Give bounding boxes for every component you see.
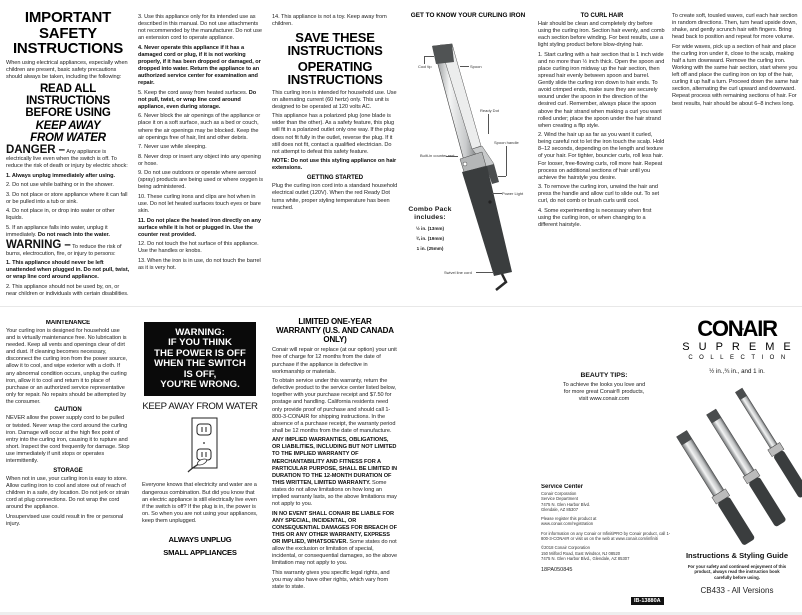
warning-item-1: 1. This appliance should never be left unattended when plugged in. Do not pull, twist, or wrap line cord around appliance. [6, 260, 130, 281]
always-unplug-2: SMALL APPLIANCES [163, 548, 237, 557]
operating-panel [272, 14, 398, 304]
combo-item: 1 in. (25mm) [416, 246, 444, 251]
conair-logo: CONAIR [697, 318, 777, 341]
curl-step: 3. To remove the curling iron, unwind the hair and press the handle and allow curl to slide out. To set curl, do not comb or brush curls until cool. [538, 184, 660, 205]
safety-title: IMPORTANT SAFETY INSTRUCTIONS [12, 10, 124, 57]
operating-p1: This curling iron is intended for household use. Use on alternating current (60 hertz) only. This unit is designed to be operated at 120 volts AC. [272, 89, 397, 110]
curl-title: TO CURL HAIR [580, 13, 624, 19]
beauty-tips: BEAUTY TIPS: To achieve the looks you love and for more great Conair® products, visit www.conair.com [540, 372, 668, 412]
always-unplug-1: ALWAYS UNPLUG [168, 535, 232, 544]
register-text: Please register this product at www.conair.com/registration [541, 516, 597, 527]
operating-note: NOTE: Do not use this styling appliance on hair extensions. [272, 158, 397, 172]
warning-block [6, 238, 130, 258]
waves-panel [672, 13, 799, 303]
warning-item-14: 14. This appliance is not a toy. Keep away from children. [272, 14, 387, 28]
warning-item-11: 11. Do not place the heated iron directly on any surface while it is hot or plugged in. Use the counter rest provided. [138, 217, 261, 238]
getting-started-title: GETTING STARTED [306, 175, 364, 182]
warning-item-3: 3. Use this appliance only for its intended use as described in this manual. Do not use attachments not recommended by the manufacturer. Do not use an extension cord to operate appliance. [138, 14, 262, 42]
page-fold [0, 306, 802, 307]
combo-pack [402, 206, 458, 251]
curl-step: 1. Start curling with a hair section that is 1 inch wide and no more than ½ inch thick. Open the spoon and place curling iron midway up the hair section, then spread hair evenly between spoon and barrel. Gently slide the curling iron down to hair ends. To avoid crimped ends, make sure they are securely wound under the spoon in the direction of the desired curl. Remember, always place the spoon above the hair strand when making a curl you want rolled under; place the spoon under the hair strand when creating a flip style. [538, 51, 665, 129]
curl-step: 4. Some experimenting is necessary when first using the curling iron, or when changing to a different hairstyle. [538, 207, 652, 229]
curl-step: 2. Wind the hair up as far as you want it curled, being careful not to let the iron touch the scalp. Hold 8–12 seconds, depending on the length and texture of your hair. For tighter, bouncier curls, roll less hair. For looser, free-flowing curls, roll more hair. Repeat process on additional sections of hair until you achieve the hairstyle you desire. [538, 132, 665, 181]
diagram-title: GET TO KNOW YOUR CURLING IRON [410, 12, 526, 19]
label-swivel-cord: Swivel line cord [444, 270, 472, 275]
cover-panel [672, 318, 802, 612]
maintenance-title: MAINTENANCE [45, 320, 91, 326]
warranty-p1: Conair will repair or replace (at our option) your unit free of charge for 12 months from the date of purchase if the appliance is defective in workmanship or materials. [272, 347, 397, 375]
warranty-p3: ANY IMPLIED WARRANTIES, OBLIGATIONS, OR LIABILITIES, INCLUDING BUT NOT LIMITED TO THE IMPLIED WARRANTY OF MERCHANTABILITY AND FITNESS FOR A PARTICULAR PURPOSE, SHALL BE LIMITED IN DURATION TO THE 12-MONTH DURATION OF THIS WRITTEN, LIMITED WARRANTY. Some states do not allow limitations on how long an implied warranty lasts, so the above limitations may not apply to you. [272, 437, 397, 508]
caution-title: CAUTION [54, 407, 82, 414]
warranty-title: LIMITED ONE-YEAR WARRANTY (U.S. AND CANADA ONLY) [276, 318, 394, 344]
warranty-p4: IN NO EVENT SHALL CONAIR BE LIABLE FOR ANY SPECIAL, INCIDENTAL, OR CONSEQUENTIAL DAMAGES FOR BREACH OF THIS OR ANY OTHER WARRANTY, EXPRESS OR IMPLIED, WHATSOEVER. Some states do not allow the exclusion or limitation of special, incidental, or consequential damages, so the above limitation may not apply to you. [272, 510, 397, 567]
beauty-title: BEAUTY TIPS: [580, 372, 628, 379]
part-code: 18PA050845 [541, 567, 573, 574]
operating-title: OPERATING INSTRUCTIONS [287, 58, 383, 88]
combo-title: Combo Pack includes: [408, 206, 452, 221]
danger-item-4: 4. Do not place in, or drop into water or other liquids. [6, 208, 115, 222]
curl-intro: Hair should be clean and completely dry before using the curling iron. Section hair evenly, and comb each section before winding. For best results, use a light styling product before blow-drying hair. [538, 21, 665, 49]
warning-item-5: 5. Keep the cord away from heated surfaces. Do not pull, twist, or wrap line cord around appliance, even during storage. [138, 89, 257, 110]
danger-label: DANGER – [6, 144, 66, 157]
danger-item-3: 3. Do not place or store appliance where it can fall or be pulled into a tub or sink. [6, 191, 128, 205]
warranty-p2: To obtain service under this warranty, return the defective product to the service center listed below, together with your purchase receipt and $7.50 for postage and handling. California residents need only provide proof of purchase and should call 1-800-3-CONAIR for shipping instructions. In the absence of a purchase receipt, the warranty period shall be 12 months from the date of manufacture. [272, 378, 396, 434]
warning-item-4: 4. Never operate this appliance if it has a damaged cord or plug, if it is not working properly, if it has been dropped or damaged, or dropped into water. Return the appliance to an authorized service center for examination and repair. [138, 44, 261, 87]
maintenance-panel [6, 320, 130, 610]
label-cool-tip: Cool tip [418, 64, 432, 69]
danger-text: Any appliance is electrically live even when the switch is off. To reduce the risk of death or injury by electric shock: [6, 149, 128, 170]
leader-cool-tip [424, 56, 425, 64]
keep-away-heading: KEEP AWAY FROM WATER [30, 120, 106, 145]
danger-item-5: 5. If an appliance falls into water, unplug it immediately. Do not reach into the water. [6, 224, 110, 239]
danger-item-1: 1. Always unplug immediately after using. [6, 172, 116, 179]
warning-label: WARNING – [6, 238, 71, 251]
operating-p2: This appliance has a polarized plug (one blade is wider than the other). As a safety feature, this plug will fit in a polarized outlet only one way. If the plug does not fit fully in the outlet, reverse the plug. If it still does not fit, contact a qualified electrician. Do not attempt to defeat this safety feature. [272, 113, 395, 155]
warranty-p5: This warranty gives you specific legal rights, and you may also have other rights, which vary from state to state. [272, 569, 390, 590]
guide-title: Instructions & Styling Guide [685, 551, 789, 560]
warning-item-8: 8. Never drop or insert any object into any opening or hose. [138, 153, 261, 167]
warning-text: To reduce the risk of burns, electrocution, fire, or injury to persons: [6, 243, 122, 257]
label-spoon-handle: Spoon handle [494, 140, 519, 145]
unsupervised-text: Unsupervised use could result in fire or personal injury. [6, 513, 124, 528]
warning-item-9: 9. Do not use outdoors or operate where aerosol (spray) products are being used or where oxygen is being administered. [138, 170, 263, 191]
power-warning-box: WARNING: IF YOU THINK THE POWER IS OFF WHEN THE SWITCH IS OFF, YOU'RE WRONG. [144, 322, 256, 396]
wide-waves-text: For wide waves, pick up a section of hair and place the curling iron under it, close to the scalp, making half a turn downward. Remove the curling iron. Working with the same hair section, start where you left off and place the curling iron on top of the hair, curling it up half a turn. Proceed down the same hair section, alternating the curl upward and downward. Repeat process with remaining sections of hair. For best results, hair should be about 6–8 inches long. [672, 43, 799, 107]
service-title: Service Center [541, 484, 584, 490]
warning-item-7: 7. Never use while sleeping. [138, 144, 207, 151]
keep-away-label: KEEP AWAY FROM WATER [142, 401, 258, 413]
save-instructions-heading: SAVE THESE INSTRUCTIONS [287, 29, 383, 59]
combo-item: ¾ in. (19mm) [415, 236, 445, 241]
curl-panel [538, 12, 666, 304]
curling-irons-cover-icon [672, 379, 802, 549]
caution-text: NEVER allow the power supply cord to be pulled or twisted. Never wrap the cord around the curling iron. Damage will occur at the high flex point of entry into the curling iron, causing it to rupture and short. Inspect the cord frequently for damage. Stop use immediately if unit stops or operates intermittently. [6, 415, 130, 464]
label-power-light: Power Light [502, 191, 524, 196]
danger-block [6, 144, 130, 170]
service-center: Service Center Conair Corporation Service Department 7475 N. Glen Harbor Blvd. Glendale, AZ 85307 Please register this product at www.conair.com/registration For information on any Conair or InfinitiPRO by Conair product, call 1-800-3-CONAIR or visit us on the web at www.conair.com/infiniti ©2018 Conair Corporation 150 Milford Road, East Windsor, NJ 08520 7475 N. Glen Harbor Blvd., Glendale, AZ 85307 18PA050845 [541, 484, 673, 608]
warranty-panel [272, 318, 398, 610]
ib-badge: IB-13880A [631, 597, 664, 605]
electricity-water-text: Everyone knows that electricity and water are a dangerous combination. But did you know that an electric appliance is still electrically live even if the switch is off? If the plug is in, the power is on. So when you are not using your appliances, keep them unplugged. [142, 482, 258, 524]
warning-item-10: 10. These curling irons and clips are hot when in use. Do not let heated surfaces touch eyes or bare skin. [138, 193, 261, 215]
diagram-panel [402, 12, 534, 304]
wall-outlet-icon [136, 416, 264, 474]
label-ready-dot: Ready Dot [480, 108, 499, 113]
warning-item-6: 6. Never block the air openings of the appliance or place it on a soft surface, such as a bed or couch, where the air openings may be blocked. Keep the air openings free of hair, lint and other debris. [138, 113, 261, 141]
model-number: CB433 - All Versions [700, 586, 774, 596]
read-all-heading: READ ALL INSTRUCTIONS BEFORE USING [25, 83, 111, 120]
safety-continued-panel [138, 14, 264, 304]
warning-panel [136, 310, 264, 610]
collection-wordmark: COLLECTION [688, 355, 792, 361]
label-spoon: Spoon [470, 64, 482, 69]
safety-panel [6, 10, 130, 304]
combo-item: ½ in. (13mm) [415, 226, 445, 231]
danger-item-2: 2. Do not use while bathing or in the shower. [6, 182, 114, 189]
storage-text: When not in use, your curling iron is easy to store. Allow curling iron to cool and store out of reach of children in a safe, dry location. Do not jerk or strain cord at plug connections. Do not wrap the cord around the appliance. [6, 476, 130, 511]
supreme-wordmark: SUPREME [682, 341, 800, 353]
warning-item-12: 12. Do not touch the hot surface of this appliance. Use the handles or knobs. [138, 241, 259, 255]
cover-sizes: ½ in.,¾ in., and 1 in. [709, 368, 765, 375]
safety-intro: When using electrical appliances, especially when children are present, basic safety precautions should always be taken, including the following: [6, 59, 128, 80]
maintenance-text: Your curling iron is designed for household use and is virtually maintenance free. No lubrication is needed. Keep all vents and openings clear of dirt and dust. If cleaning becomes necessary, disconnect the curling iron from the power source, allow it to cool, and wipe exterior with a cloth. If any abnormal condition occurs, unplug the curling iron, allow it to cool and return it to place of purchase or an authorized service representative only for repair. No repairs should be attempted by the consumer. [6, 328, 128, 405]
warning-item-13: 13. When the iron is in use, do not touch the barrel as it is very hot. [138, 257, 261, 271]
label-counter-rest: Built-in counter rest [420, 153, 455, 158]
warning-item-2: 2. This appliance should not be used by, on, or near children or individuals with certain disabilities. [6, 283, 129, 297]
getting-started-text: Plug the curling iron cord into a standard household electrical outlet (120V). When the red Ready Dot turns white, proper styling temperature has been reached. [272, 183, 398, 211]
waves-text: To create soft, tousled waves, curl each hair section in random directions. Then, turn head upside down, shake, and gently scrunch hair with fingers. Bring head back to position and repeat for more volume. [672, 13, 798, 41]
storage-title: STORAGE [53, 468, 83, 475]
cover-safety-note: For your safety and continued enjoyment of this product, always read the instruction book carefully before using. [687, 564, 787, 580]
info-text: For information on any Conair or InfinitiPRO by Conair product, call 1-800-3-CONAIR or visit us on the web at www.conair.com/infiniti [541, 530, 671, 542]
